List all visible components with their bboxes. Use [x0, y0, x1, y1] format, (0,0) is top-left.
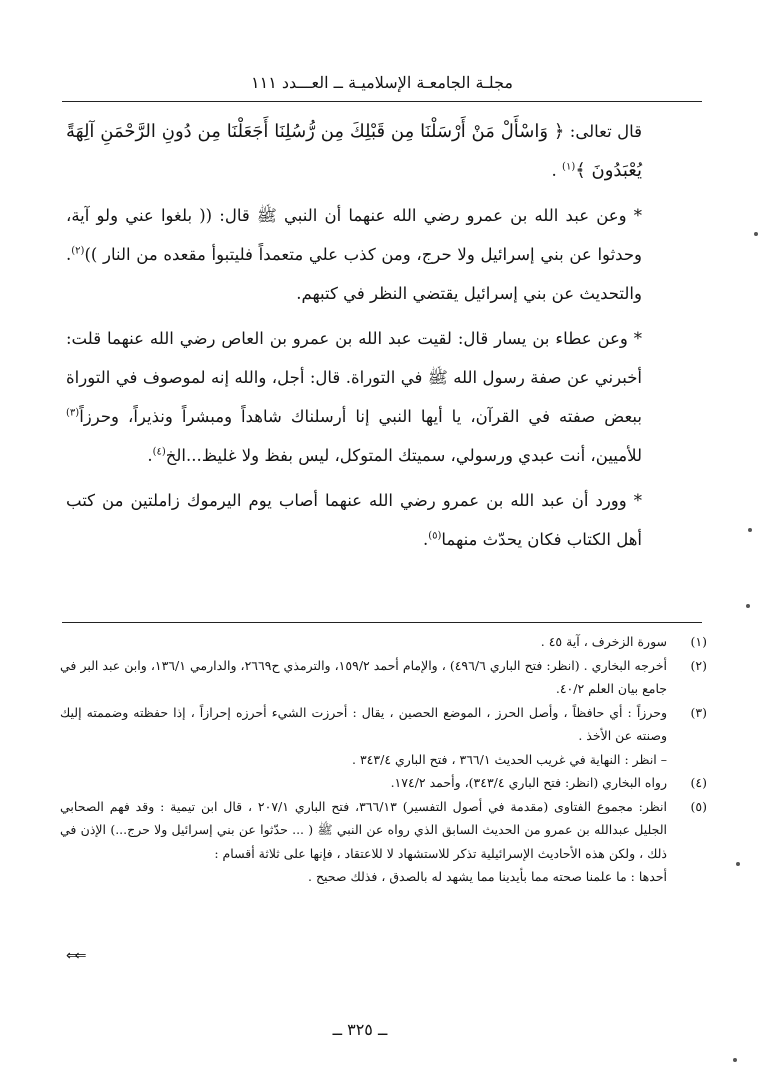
footnote-5 — [60, 795, 707, 866]
page-number: ــ ٣٢٥ ــ — [332, 1020, 388, 1039]
footnote-ref: (٢) — [71, 245, 85, 257]
scan-speck — [733, 1058, 737, 1062]
footnote-number: (١) — [690, 634, 707, 649]
scan-speck — [748, 528, 752, 532]
verse-intro: قال تعالى: — [564, 122, 642, 141]
footnote-number: (٥) — [690, 798, 707, 814]
running-header: مجلـة الجامعـة الإسلاميـة ــ العـــدد ١١١ — [251, 73, 513, 92]
footnote-4 — [60, 771, 707, 795]
paragraph-hadith-2: * وعن عطاء بن يسار قال: لقيت عبد الله بن عمرو بن العاص رضي الله عنهما قلت: أخبرني عن صفة رسول الله ﷺ في التوراة. قال: أجل، والله إنه لموصوف في التوراة ببعض صفته في القرآن، يا أيها النبي إنا أرسلناك شاهداً ومبشراً ونذيراً، وحرزاً$^{(٣)}$ للأميين، أنت عبدي ورسولي، سميتك المتوكل، ليس بفظ ولا غليظ...الخ$^{(٤)}$. — [66, 329, 642, 465]
footnote-ref: (٥) — [428, 530, 442, 542]
quran-verse: وَاسْأَلْ مَنْ أَرْسَلْنَا مِن قَبْلِكَ مِن رُّسُلِنَا أَجَعَلْنَا مِن دُونِ الرَّحْمَنِ آلِهَةً يُعْبَدُونَ — [66, 121, 642, 181]
scan-speck — [754, 232, 758, 236]
paragraph-hadith-3: * وورد أن عبد الله بن عمرو رضي الله عنهما أصاب يوم اليرموك زاملتين من كتب أهل الكتاب فكان يحدّث منهما$^{(٥)}$. — [66, 491, 642, 549]
footnote-ref: (٣) — [66, 407, 80, 419]
footnote-ref: (١) — [562, 161, 576, 173]
footnote-1 — [60, 630, 707, 654]
footnotes — [60, 630, 707, 889]
footnote-number: (٣) — [690, 704, 707, 720]
footnote-text: انظر: مجموع الفتاوى (مقدمة في أصول التفسير) ٣٦٦/١٣، فتح الباري ٢٠٧/١ ، قال ابن تيمية : وقد فهم الصحابي الجليل عبدالله بن عمرو من الحديث السابق الذي رواه عن النبي ﷺ ( ... حدّثوا عن بني إسرائيل ولا حرج...) الإذن في ذلك ، ولكن هذه الأحاديث الإسرائيلية تذكر للاستشهاد لا للاعتقاد ، فإنها على ثلاثة أقسام : — [60, 798, 667, 861]
footnote-text: سورة الزخرف ، آية ٤٥ . — [540, 634, 667, 649]
footnote-rule — [62, 622, 702, 623]
footnote-ref: (٤) — [152, 446, 166, 458]
footnote-number: (٤) — [690, 775, 707, 790]
header-rule — [62, 101, 702, 102]
footnote-2 — [60, 654, 707, 701]
scan-speck — [736, 862, 740, 866]
main-text — [66, 112, 642, 565]
scan-speck — [746, 604, 750, 608]
footnote-5-continuation: أحدها : ما علمنا صحته مما بأيدينا مما يشهد له بالصدق ، فذلك صحيح . — [308, 869, 667, 884]
footnote-text: وحرزاً : أي حافظاً ، وأصل الحرز ، الموضع الحصين ، يقال : أحرزت الشيء أحرزه إحرازاً ، إذا حفظته وضممته إليك وصنته عن الأخذ . — [60, 704, 667, 743]
footnote-number: (٢) — [690, 657, 707, 673]
paragraph-hadith-1: * وعن عبد الله بن عمرو رضي الله عنهما أن النبي ﷺ قال: (( بلغوا عني ولو آية، وحدثوا عن بني إسرائيل ولا حرج، ومن كذب علي متعمداً فليتبوأ مقعده من النار ))$^{(٢)}$. والتحديث عن بني إسرائيل يقتضي النظر في كتبهم. — [66, 206, 642, 303]
brace-open: ﴿ — [553, 121, 565, 142]
paragraph-quran-verse: قال تعالى: ﴿ وَاسْأَلْ مَنْ أَرْسَلْنَا مِن قَبْلِكَ مِن رُّسُلِنَا أَجَعَلْنَا مِن دُونِ الرَّحْمَنِ آلِهَةً يُعْبَدُونَ ﴾$^{(١)}$ . — [66, 121, 642, 181]
footnote-text: رواه البخاري (انظر: فتح الباري ٣٤٣/٤)، وأحمد ١٧٤/٢. — [390, 775, 667, 790]
continue-arrow-icon: ⇐⇐ — [66, 948, 84, 964]
footnote-3-source: – انظر : النهاية في غريب الحديث ٣٦٦/١ ، فتح الباري ٣٤٣/٤ . — [352, 751, 667, 767]
footnote-text: أخرجه البخاري . (انظر: فتح الباري ٤٩٦/٦) ، والإمام أحمد ١٥٩/٢، والترمذي ح٢٦٦٩، والدارمي ١٣٦/١، وابن عبد البر في جامع بيان العلم ٤٠/٢. — [60, 657, 668, 696]
footnote-3 — [60, 701, 707, 748]
brace-close: ﴾ — [575, 160, 586, 181]
